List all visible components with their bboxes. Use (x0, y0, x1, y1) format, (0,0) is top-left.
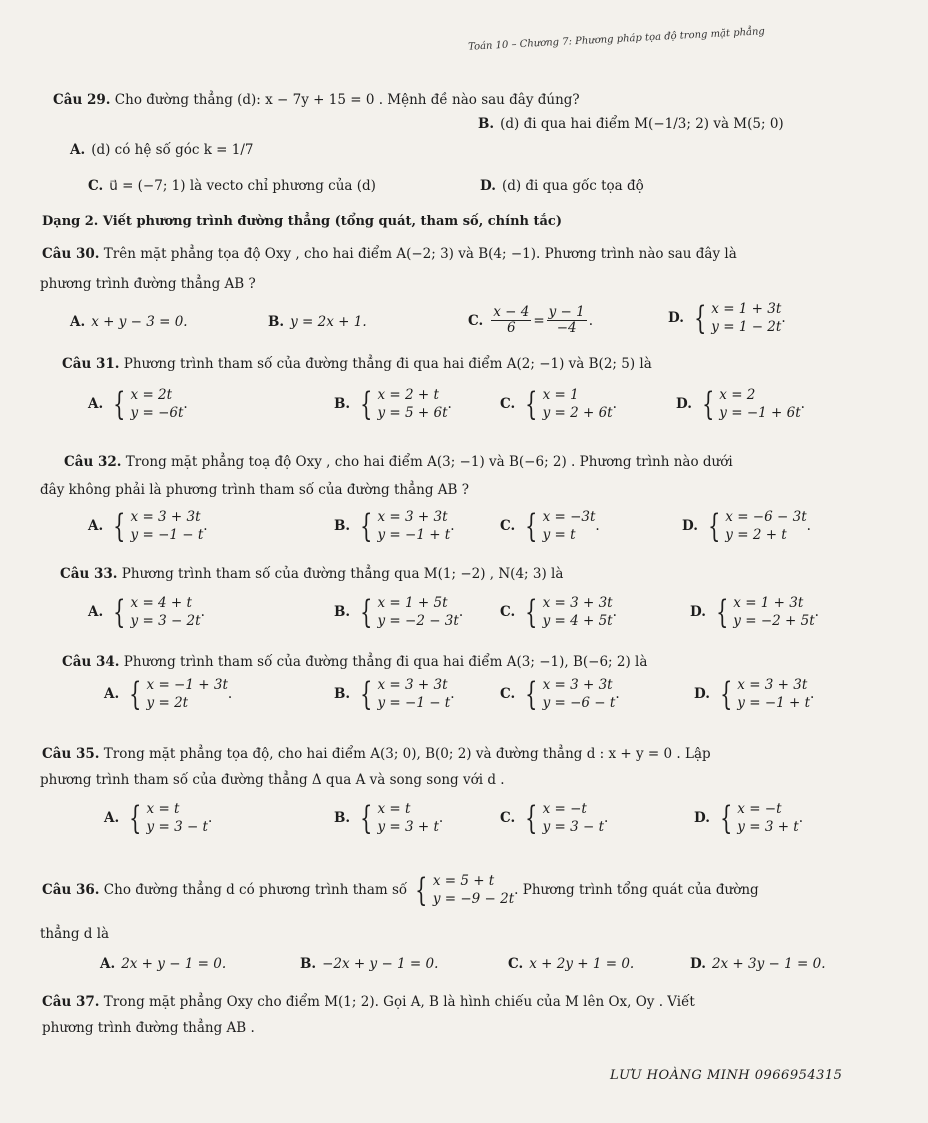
q34-option-a: A. { x = −1 + 3t y = 2t . (104, 675, 233, 713)
q32-option-c: C. { x = −3t y = t . (500, 507, 600, 545)
q35-option-c: C. { x = −t y = 3 − t . (500, 799, 609, 837)
q35-stem: Câu 35. Trong mặt phẳng tọa độ, cho hai điểm A(3; 0), B(0; 2) và đường thẳng d : x + y = 0 . Lập (42, 746, 711, 762)
q30-option-b: B. y = 2x + 1. (268, 314, 367, 330)
q33-option-d: D. { x = 1 + 3t y = −2 + 5t . (690, 593, 819, 631)
q36-option-a: A. 2x + y − 1 = 0. (100, 956, 227, 972)
q31-option-d: D. { x = 2 y = −1 + 6t . (676, 385, 805, 423)
q36-stem: Câu 36. Cho đường thẳng d có phương trình tham số { x = 5 + t y = −9 − 2t . Phương trình tổng quát của đường (42, 871, 759, 909)
page-header: Toán 10 – Chương 7: Phương pháp tọa độ trong mặt phẳng (467, 26, 766, 53)
q31-option-a: A. { x = 2t y = −6t . (88, 385, 188, 423)
q36-stem-2: thẳng d là (40, 926, 110, 942)
q31-stem: Câu 31. Phương trình tham số của đường thẳng đi qua hai điểm A(2; −1) và B(2; 5) là (62, 356, 652, 372)
q35-stem-2: phương trình tham số của đường thẳng Δ qua A và song song với d . (40, 772, 505, 788)
q29-option-c: C. u⃗ = (−7; 1) là vecto chỉ phương của (d) (88, 178, 376, 194)
q36-option-d: D. 2x + 3y − 1 = 0. (690, 956, 826, 972)
q30-option-c: C. $\frac{x - 4}{6}$ = $\frac{y - 1}{-4}$ . (468, 304, 594, 336)
section-title: Dạng 2. Viết phương trình đường thẳng (tổng quát, tham số, chính tắc) (42, 214, 562, 229)
q31-option-b: B. { x = 2 + t y = 5 + 6t . (334, 385, 452, 423)
q37-stem-2: phương trình đường thẳng AB . (42, 1020, 255, 1036)
q29-option-a: A. (d) có hệ số góc k = 1/7 (70, 142, 254, 158)
q36-option-c: C. x + 2y + 1 = 0. (508, 956, 635, 972)
q30-stem-2: phương trình đường thẳng AB ? (40, 276, 256, 292)
q30-option-a: A. x + y − 3 = 0. (70, 314, 188, 330)
q35-option-b: B. { x = t y = 3 + t . (334, 799, 444, 837)
q33-option-c: C. { x = 3 + 3t y = 4 + 5t . (500, 593, 617, 631)
q33-option-a: A. { x = 4 + t y = 3 − 2t . (88, 593, 205, 631)
q35-option-a: A. { x = t y = 3 − t . (104, 799, 213, 837)
q30-stem: Câu 30. Trên mặt phẳng tọa độ Oxy , cho hai điểm A(−2; 3) và B(4; −1). Phương trình nào sau đây là (42, 246, 737, 262)
author-footer: LƯU HOÀNG MINH 0966954315 (610, 1068, 843, 1083)
q37-stem: Câu 37. Trong mặt phẳng Oxy cho điểm M(1; 2). Gọi A, B là hình chiếu của M lên Ox, Oy . Viết (42, 994, 695, 1010)
q29-stem: Câu 29. Cho đường thẳng (d): x − 7y + 15 = 0 . Mệnh đề nào sau đây đúng? (53, 92, 580, 108)
q30-option-d: D. { x = 1 + 3t y = 1 − 2t . (668, 299, 786, 337)
q36-option-b: B. −2x + y − 1 = 0. (300, 956, 439, 972)
q32-option-b: B. { x = 3 + 3t y = −1 + t . (334, 507, 455, 545)
q32-option-a: A. { x = 3 + 3t y = −1 − t . (88, 507, 208, 545)
q32-stem-2: đây không phải là phương trình tham số của đường thẳng AB ? (40, 482, 469, 498)
q32-option-d: D. { x = −6 − 3t y = 2 + t . (682, 507, 811, 545)
q33-option-b: B. { x = 1 + 5t y = −2 − 3t . (334, 593, 464, 631)
q35-option-d: D. { x = −t y = 3 + t . (694, 799, 804, 837)
q32-stem: Câu 32. Trong mặt phẳng toạ độ Oxy , cho hai điểm A(3; −1) và B(−6; 2) . Phương trình nào dưới (64, 454, 733, 470)
q29-option-d: D. (d) đi qua gốc tọa độ (480, 178, 644, 194)
q34-option-b: B. { x = 3 + 3t y = −1 − t . (334, 675, 455, 713)
q29-option-b: B. (d) đi qua hai điểm M(−1/3; 2) và M(5; 0) (478, 116, 784, 132)
q34-option-d: D. { x = 3 + 3t y = −1 + t . (694, 675, 815, 713)
q33-stem: Câu 33. Phương trình tham số của đường thẳng qua M(1; −2) , N(4; 3) là (60, 566, 564, 582)
q31-option-c: C. { x = 1 y = 2 + 6t . (500, 385, 617, 423)
q34-stem: Câu 34. Phương trình tham số của đường thẳng đi qua hai điểm A(3; −1), B(−6; 2) là (62, 654, 648, 670)
q34-option-c: C. { x = 3 + 3t y = −6 − t . (500, 675, 620, 713)
